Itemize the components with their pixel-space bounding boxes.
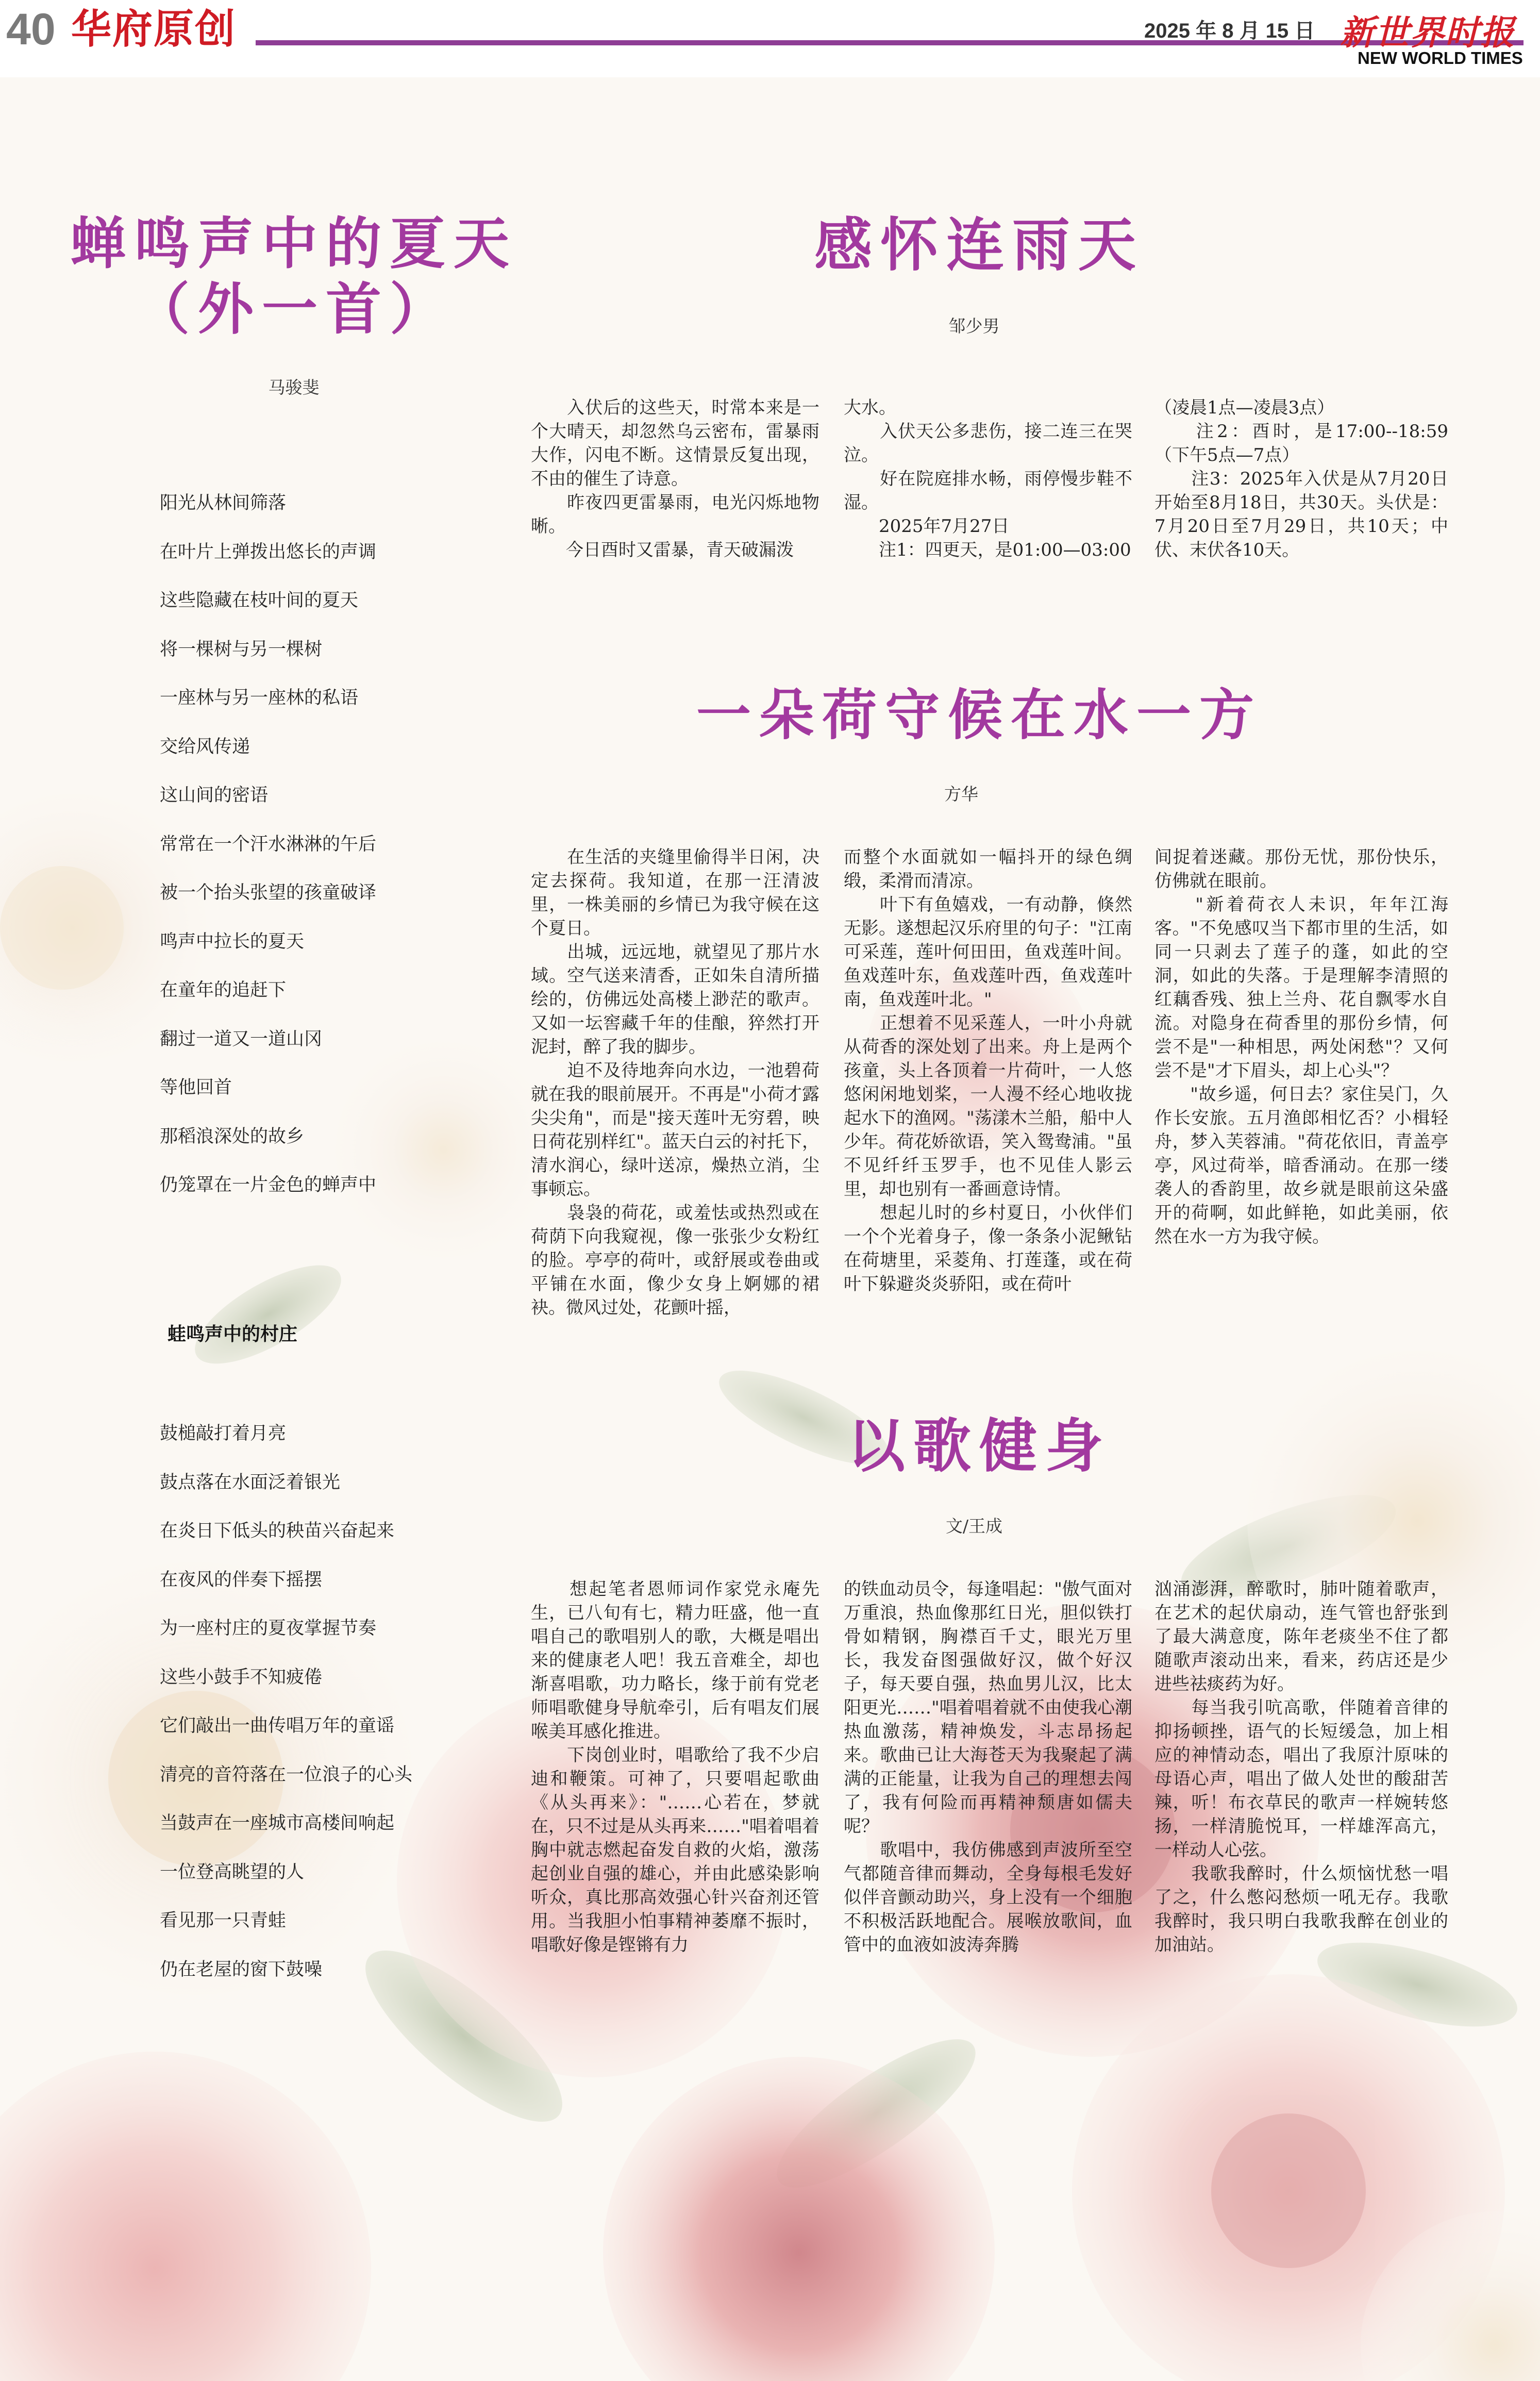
article3-column-1: 想起笔者恩师词作家党永庵先生，已八旬有七，精力旺盛，他一直唱自己的歌唱别人的歌，大概是唱出来的健康老人吧！我五音难全，却也渐喜唱歌，功力略长，缘于前有党老师唱歌健身导航牵引，后有唱友们展喉美耳感化推进。 下岗创业时，唱歌给了我不少启迪和鞭策。可神了，只要唱起歌曲《从头再来》："……心若在，梦就在，只不过是从头再来……"唱着唱着胸中就志燃起奋发自救的火焰，激荡起创业自强的雄心，并由此感染影响听众，真比那高效强心针兴奋剂还管用。当我胆小怕事精神萎靡不振时，唱歌好像是铿锵有力 — [531, 1579, 819, 1955]
poem-line: 鼓点落在水面泛着银光 — [160, 1472, 341, 1493]
poem-line: 看见那一只青蛙 — [160, 1910, 287, 1931]
poem-line: 仍笼罩在一片金色的蝉声中 — [160, 1175, 377, 1195]
poem1-title-line1: 蝉鸣声中的夏天 — [70, 212, 517, 276]
masthead-logo: 新世界时报 — [1340, 12, 1515, 53]
page-number: 40 — [6, 5, 56, 54]
poem2-title: 蛙鸣声中的村庄 — [168, 1324, 298, 1345]
article2-author: 方华 — [944, 784, 978, 804]
poem-line: 这些隐藏在枝叶间的夏天 — [160, 590, 359, 611]
poem-line: 被一个抬头张望的孩童破译 — [160, 883, 377, 903]
poem-line: 一座林与另一座林的私语 — [160, 688, 359, 708]
poem-line: 在叶片上弹拨出悠长的声调 — [160, 541, 377, 562]
poem-line: 交给风传递 — [160, 736, 250, 757]
poem-line: 鸣声中拉长的夏天 — [160, 931, 305, 952]
page-header — [0, 0, 1540, 77]
poem-line: 鼓槌敲打着月亮 — [160, 1423, 287, 1444]
masthead-english: NEW WORLD TIMES — [1358, 48, 1523, 68]
poem-line: 阳光从林间筛落 — [160, 493, 287, 513]
poem-line: 它们敲出一曲传唱万年的童谣 — [160, 1716, 395, 1736]
poem1-author: 马骏斐 — [268, 377, 320, 397]
poem-line: 将一棵树与另一棵树 — [160, 639, 323, 660]
article1-column-1: 入伏后的这些天，时常本来是一个大晴天，却忽然乌云密布，雷暴雨大作，闪电不断。这情景反复出现，不由的催生了诗意。 昨夜四更雷暴雨，电光闪烁地物晰。 今日酉时又雷暴，青天破漏泼 — [531, 397, 819, 560]
poem-line: 这山间的密语 — [160, 785, 269, 806]
section-name: 华府原创 — [71, 6, 237, 53]
issue-date: 2025 年 8 月 15 日 — [1144, 20, 1315, 42]
header-rule — [256, 40, 1524, 45]
poem-line: 翻过一道又一道山冈 — [160, 1028, 323, 1050]
article2-title: 一朵荷守候在水一方 — [696, 684, 1262, 747]
poem-line: 为一座村庄的夏夜掌握节奏 — [160, 1618, 377, 1639]
article3-column-2: 的铁血动员令，每逢唱起："傲气面对万重浪，热血像那红日光，胆似铁打骨如精钢，胸襟百千丈，眼光万里长，我发奋图强做好汉，做个好汉子，每天要自强，热血男儿汉，比太阳更光……"唱着唱着就不由使我心潮热血激荡，精神焕发，斗志昂扬起来。歌曲已让大海苍天为我聚起了满满的正能量，让我为自己的理想去闯了，我有何险而再精神颓唐如儒夫呢？ 歌唱中，我仿佛感到声波所至空气都随音律而舞动，全身每根毛发好似伴音颤动助兴，身上没有一个细胞不积极活跃地配合。展喉放歌间，血管中的血液如波涛奔腾 — [844, 1579, 1132, 1955]
poem-line: 等他回首 — [160, 1077, 232, 1098]
poem-line: 一位登高眺望的人 — [160, 1861, 305, 1883]
poem-line: 在炎日下低头的秧苗兴奋起来 — [160, 1521, 395, 1541]
pink-rose-icon — [0, 2052, 371, 2381]
poem-line: 当鼓声在一座城市高楼间响起 — [160, 1813, 395, 1834]
poem-line: 那稻浪深处的故乡 — [160, 1126, 305, 1147]
article1-column-2: 大水。 入伏天公多悲伤，接二连三在哭泣。 好在院庭排水畅，雨停慢步鞋不湿。 2025年7月27日 注1：四更天，是01:00—03:00 — [844, 397, 1132, 560]
article3-author: 文/王成 — [945, 1516, 1003, 1536]
article1-title: 感怀连雨天 — [814, 212, 1144, 279]
poem-line: 这些小鼓手不知疲倦 — [160, 1667, 323, 1688]
article3-column-3: 汹涌澎湃，醉歌时，肺叶随着歌声，在艺术的起伏扇动，连气管也舒张到了最大满意度，陈年老痰坐不住了都随歌声滚动出来，看来，药店还是少进些祛痰药为好。 每当我引吭高歌，伴随着音律的抑扬顿挫，语气的长短缓急，加上相应的神情动态，唱出了我原汁原味的母语心声，唱出了做人处世的酸甜苦辣，听！布衣草民的歌声一样婉转悠扬，一样清脆悦耳，一样雄浑高亢，一样动人心弦。 我歌我醉时，什么烦恼忧愁一唱了之，什么憋闷愁烦一吼无存。我歌我醉时，我只明白我歌我醉在创业的加油站。 — [1154, 1579, 1448, 1955]
poem-line: 在童年的追赶下 — [160, 980, 287, 1001]
poem1-title — [36, 211, 551, 343]
white-rose-icon — [335, 1041, 551, 1258]
article1-author: 邹少男 — [948, 316, 1000, 336]
article2-column-1: 在生活的夹缝里偷得半日闲，决定去探荷。我知道，在那一汪清波里，一株美丽的乡情已为我守候在这个夏日。 出城，远远地，就望见了那片水域。空气送来清香，正如朱自清所描绘的，仿佛远处高楼上渺茫的歌声。又如一坛窖藏千年的佳酿，猝然打开泥封，醉了我的脚步。 迫不及待地奔向水边，一池碧荷就在我的眼前展开。不再是"小荷才露尖尖角"，而是"接天莲叶无穷碧，映日荷花别样红"。蓝天白云的衬托下，清水润心，绿叶送凉，燥热立消，尘事顿忘。 袅袅的荷花，或羞怯或热烈或在荷荫下向我窥视，像一张张少女粉红的脸。亭亭的荷叶，或舒展或卷曲或平铺在水面，像少女身上婀娜的裙袂。微风过处，花颤叶摇， — [531, 847, 819, 1318]
poem1-title-line2: （外一首） — [133, 277, 454, 342]
poem-line: 常常在一个汗水淋淋的午后 — [160, 834, 377, 855]
article2-column-2: 而整个水面就如一幅抖开的绿色绸缎，柔滑而清凉。 叶下有鱼嬉戏，一有动静，倏然无影。遂想起汉乐府里的句子："江南可采莲，莲叶何田田，鱼戏莲叶间。鱼戏莲叶东，鱼戏莲叶西，鱼戏莲叶南，鱼戏莲叶北。" 正想着不见采莲人，一叶小舟就从荷香的深处划了出来。舟上是两个孩童，头上各顶着一片荷叶，一人悠悠闲闲地划桨，一人漫不经心地收拢起水下的渔网。"荡漾木兰船，船中人少年。荷花娇欲语，笑入鸳鸯浦。"虽不见纤纤玉罗手，也不见佳人影云里，却也别有一番画意诗情。 想起儿时的乡村夏日，小伙伴们一个个光着身子，像一条条小泥鳅钻在荷塘里，采菱角、打莲蓬，或在荷叶下躲避炎炎骄阳，或在荷叶 — [844, 847, 1132, 1294]
poem-line: 清亮的音符落在一位浪子的心头 — [160, 1764, 413, 1785]
poem-line: 在夜风的伴奏下摇摆 — [160, 1569, 323, 1590]
poem-line: 仍在老屋的窗下鼓噪 — [160, 1959, 323, 1980]
article3-title: 以歌健身 — [847, 1413, 1111, 1480]
article1-column-3: （凌晨1点—凌晨3点） 注2：酉时，是17:00--18:59（下午5点—7点） 注3：2025年入伏是从7月20日开始至8月18日，共30天。头伏是：7月20日至7月29日，共10天；中伏、末伏各10天。 — [1154, 397, 1448, 560]
article2-column-3: 间捉着迷藏。那份无忧，那份快乐，仿佛就在眼前。 "新着荷衣人未识，年年江海客。"不免感叹当下都市里的生活，如同一只剥去了莲子的蓬，如此的空洞，如此的失落。于是理解李清照的红藕香残、独上兰舟、花自飘零水自流。对隐身在荷香里的那份乡情，何尝不是"一种相思，两处闲愁"？又何尝不是"才下眉头，却上心头"？ "故乡遥，何日去？家住吴门，久作长安旅。五月渔郎相忆否？小楫轻舟，梦入芙蓉浦。"荷花依旧，青盖亭亭，风过荷举，暗香涌动。在那一缕袭人的香韵里，故乡就是眼前这朵盛开的荷啊，如此鲜艳，如此美丽，依然在水一方为我守候。 — [1154, 847, 1448, 1247]
